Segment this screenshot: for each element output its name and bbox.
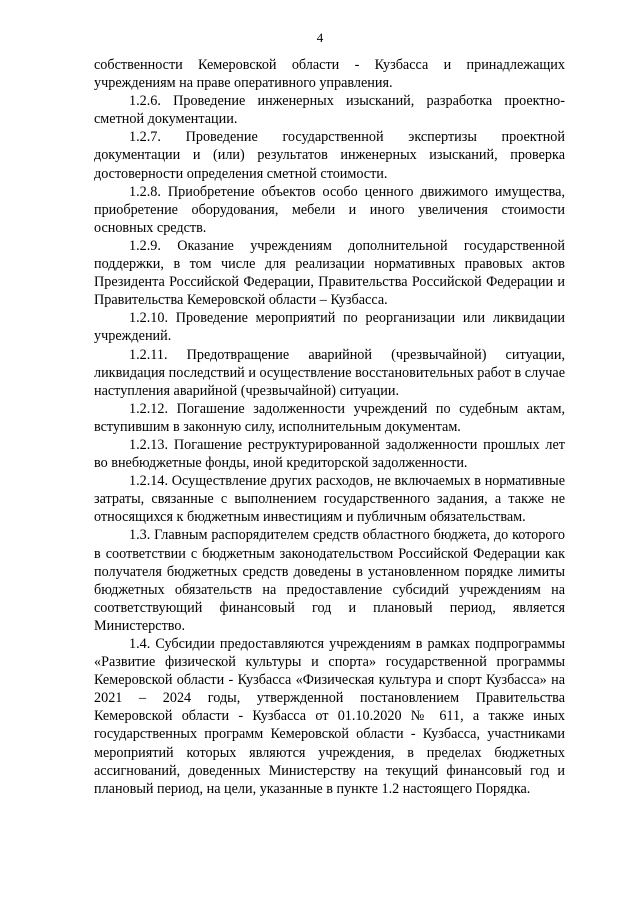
paragraph-1-2-7: 1.2.7. Проведение государственной экспертизы проектной документации и (или) результатов инженерных изысканий, проверка достоверности определения сметной стоимости. [94, 129, 565, 182]
paragraph-1-2-12: 1.2.12. Погашение задолженности учреждений по судебным актам, вступившим в законную силу, исполнительным документам. [94, 400, 565, 435]
paragraph-1-2-14: 1.2.14. Осуществление других расходов, не включаемых в нормативные затраты, связанные с выполнением государственного задания, а также не относящихся к бюджетным инвестициям и публичным обязательствам. [94, 473, 565, 526]
paragraph-1-2-10: 1.2.10. Проведение мероприятий по реорганизации или ликвидации учреждений. [94, 310, 565, 345]
paragraph-1-2-6: 1.2.6. Проведение инженерных изысканий, разработка проектно-сметной документации. [94, 93, 565, 128]
paragraph-continuation: собственности Кемеровской области - Кузбасса и принадлежащих учреждениям на праве оперативного управления. [94, 57, 565, 92]
paragraph-1-3: 1.3. Главным распорядителем средств областного бюджета, до которого в соответствии с бюджетным законодательством Российской Федерации как получателя бюджетных средств доведены в установленном порядке лимиты бюджетных обязательств на предоставление субсидий учреждениям на соответствующий финансовый год и плановый период, является Министерство. [94, 527, 565, 634]
document-body [94, 56, 565, 798]
paragraph-1-4: 1.4. Субсидии предоставляются учреждениям в рамках подпрограммы «Развитие физической культуры и спорта» государственной программы Кемеровской области - Кузбасса «Физическая культура и спорт Кузбасса» на 2021 – 2024 годы, утвержденной постановлением Правительства Кемеровской области - Кузбасса от 01.10.2020 № 611, а также иных государственных программ Кемеровской области - Кузбасса, участниками мероприятий которых являются учреждения, в пределах бюджетных ассигнований, доведенных Министерству на текущий финансовый год и плановый период, на цели, указанные в пункте 1.2 настоящего Порядка. [94, 636, 565, 797]
paragraph-1-2-11: 1.2.11. Предотвращение аварийной (чрезвычайной) ситуации, ликвидация последствий и осуществление восстановительных работ в случае наступления аварийной (чрезвычайной) ситуации. [94, 346, 565, 399]
paragraph-1-2-9: 1.2.9. Оказание учреждениям дополнительной государственной поддержки, в том числе для реализации нормативных правовых актов Президента Российской Федерации, Правительства Российской Федерации и Правительства Кемеровской области – Кузбасса. [94, 237, 565, 309]
paragraph-1-2-13: 1.2.13. Погашение реструктурированной задолженности прошлых лет во внебюджетные фонды, иной кредиторской задолженности. [94, 436, 565, 472]
paragraph-1-2-8: 1.2.8. Приобретение объектов особо ценного движимого имущества, приобретение оборудования, мебели и иного увеличения стоимости основных средств. [94, 183, 565, 236]
page-number: 4 [316, 30, 324, 45]
